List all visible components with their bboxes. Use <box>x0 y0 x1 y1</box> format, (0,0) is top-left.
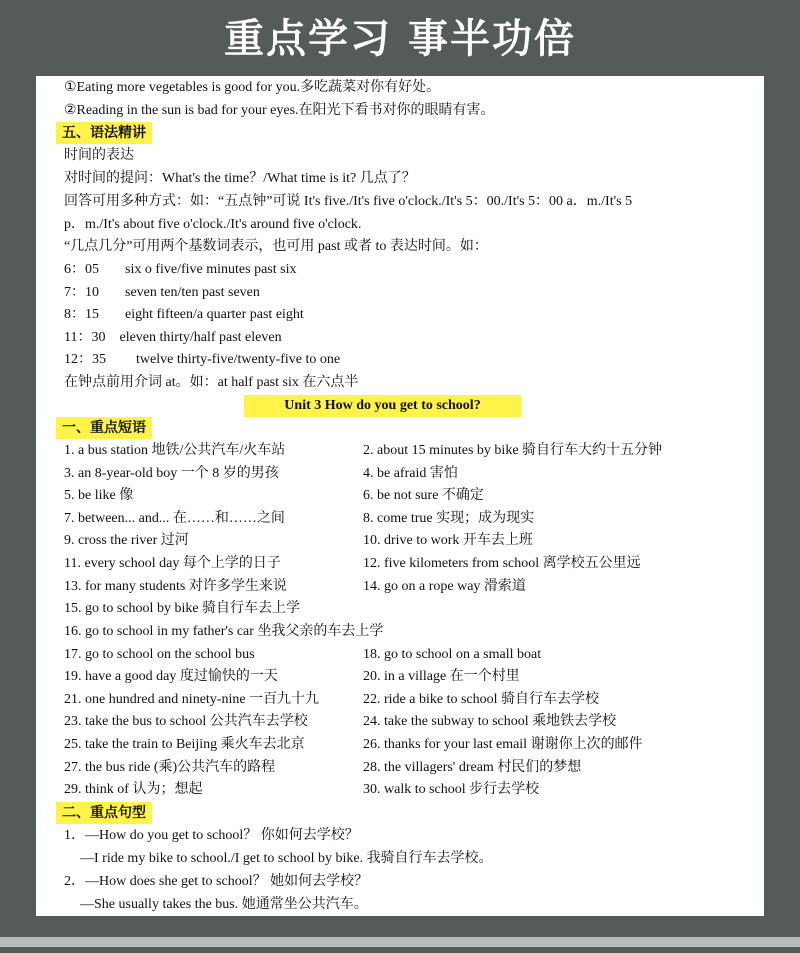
intro-line-2: ②Reading in the sun is bad for your eyes.在阳光下看书对你的眼睛有害。 <box>64 103 495 118</box>
sentence-line: —She usually takes the bus. 她通常坐公共汽车。 <box>80 897 368 912</box>
time-text: six o five/five minutes past six <box>125 262 297 277</box>
banner-title: 重点学习 事半功倍 <box>224 16 576 62</box>
time-text: twelve thirty-five/twenty-five to one <box>136 352 341 367</box>
phrases-heading: 一、重点短语 <box>56 417 152 439</box>
grammar-line: 对时间的提问：What's the time？/What time is it? 几点了？ <box>64 171 416 186</box>
time-example <box>64 260 296 280</box>
intro-line-1: ①Eating more vegetables is good for you.多吃蔬菜对你有好处。 <box>64 80 441 95</box>
phrase-item: 21. one hundred and ninety-nine 一百九十九 <box>64 692 320 707</box>
grammar-line: p．m./It's about five o'clock./It's around five o'clock. <box>64 217 362 232</box>
sentence-line: 1．—How do you get to school？ 你如何去学校？ <box>64 828 359 843</box>
time-example <box>64 328 282 348</box>
phrase-item: 26. thanks for your last email 谢谢你上次的邮件 <box>363 737 643 752</box>
time-text: eight fifteen/a quarter past eight <box>125 307 304 322</box>
phrase-item: 11. every school day 每个上学的日子 <box>64 556 281 571</box>
time-text: eleven thirty/half past eleven <box>119 330 282 345</box>
phrase-item: 15. go to school by bike 骑自行车去上学 <box>64 601 301 616</box>
grammar-line: 在钟点前用介词 at。如：at half past six 在六点半 <box>64 375 359 390</box>
phrase-item: 2. about 15 minutes by bike 骑自行车大约十五分钟 <box>363 443 663 458</box>
grammar-line: “几点几分”可用两个基数词表示，也可用 past 或者 to 表达时间。如： <box>64 239 488 254</box>
footer-bar <box>0 937 800 947</box>
time-value: 11：30 <box>64 330 106 345</box>
phrase-item: 23. take the bus to school 公共汽车去学校 <box>64 714 308 729</box>
phrase-item: 9. cross the river 过河 <box>64 533 189 548</box>
sentence-line: —I ride my bike to school./I get to school by bike. 我骑自行车去学校。 <box>80 851 493 866</box>
phrase-item: 1. a bus station 地铁/公共汽车/火车站 <box>64 443 286 458</box>
time-value: 6：05 <box>64 262 99 277</box>
phrase-item: 14. go on a rope way 滑索道 <box>363 579 526 594</box>
grammar-line: 时间的表达 <box>64 148 134 163</box>
phrase-item: 16. go to school in my father's car 坐我父亲的车去上学 <box>64 624 384 639</box>
phrase-item: 17. go to school on the school bus <box>64 647 255 662</box>
time-example <box>64 283 260 303</box>
phrase-item: 29. think of 认为；想起 <box>64 782 203 797</box>
time-example <box>64 305 304 325</box>
unit-title: Unit 3 How do you get to school? <box>244 395 521 417</box>
phrase-item: 7. between... and... 在……和……之间 <box>64 511 285 526</box>
phrase-item: 6. be not sure 不确定 <box>363 488 484 503</box>
phrase-item: 8. come true 实现；成为现实 <box>363 511 535 526</box>
grammar-heading: 五、语法精讲 <box>56 122 152 144</box>
phrase-item: 20. in a village 在一个村里 <box>363 669 520 684</box>
time-value: 7：10 <box>64 285 99 300</box>
phrase-item: 10. drive to work 开车去上班 <box>363 533 533 548</box>
time-value: 12：35 <box>64 352 106 367</box>
grammar-line: 回答可用多种方式：如：“五点钟”可说 It's five./It's five o'clock./It's 5：00./It's 5：00 a．m./It's 5 <box>64 194 633 209</box>
phrase-item: 5. be like 像 <box>64 488 134 503</box>
time-value: 8：15 <box>64 307 99 322</box>
phrase-item: 4. be afraid 害怕 <box>363 466 458 481</box>
sentence-line: 2．—How does she get to school？ 她如何去学校？ <box>64 874 369 889</box>
banner <box>0 0 800 76</box>
phrase-item: 27. the bus ride (乘)公共汽车的路程 <box>64 760 276 775</box>
phrase-item: 18. go to school on a small boat <box>363 647 542 662</box>
phrase-item: 25. take the train to Beijing 乘火车去北京 <box>64 737 305 752</box>
time-text: seven ten/ten past seven <box>125 285 260 300</box>
phrase-item: 12. five kilometers from school 离学校五公里远 <box>363 556 641 571</box>
phrase-item: 3. an 8-year-old boy 一个 8 岁的男孩 <box>64 466 279 481</box>
document-page <box>36 76 764 916</box>
phrase-item: 30. walk to school 步行去学校 <box>363 782 540 797</box>
phrase-item: 28. the villagers' dream 村民们的梦想 <box>363 760 582 775</box>
phrase-item: 13. for many students 对许多学生来说 <box>64 579 287 594</box>
time-example <box>64 350 340 370</box>
phrase-item: 19. have a good day 度过愉快的一天 <box>64 669 278 684</box>
phrase-item: 22. ride a bike to school 骑自行车去学校 <box>363 692 600 707</box>
phrase-item: 24. take the subway to school 乘地铁去学校 <box>363 714 617 729</box>
sentences-heading: 二、重点句型 <box>56 802 152 824</box>
